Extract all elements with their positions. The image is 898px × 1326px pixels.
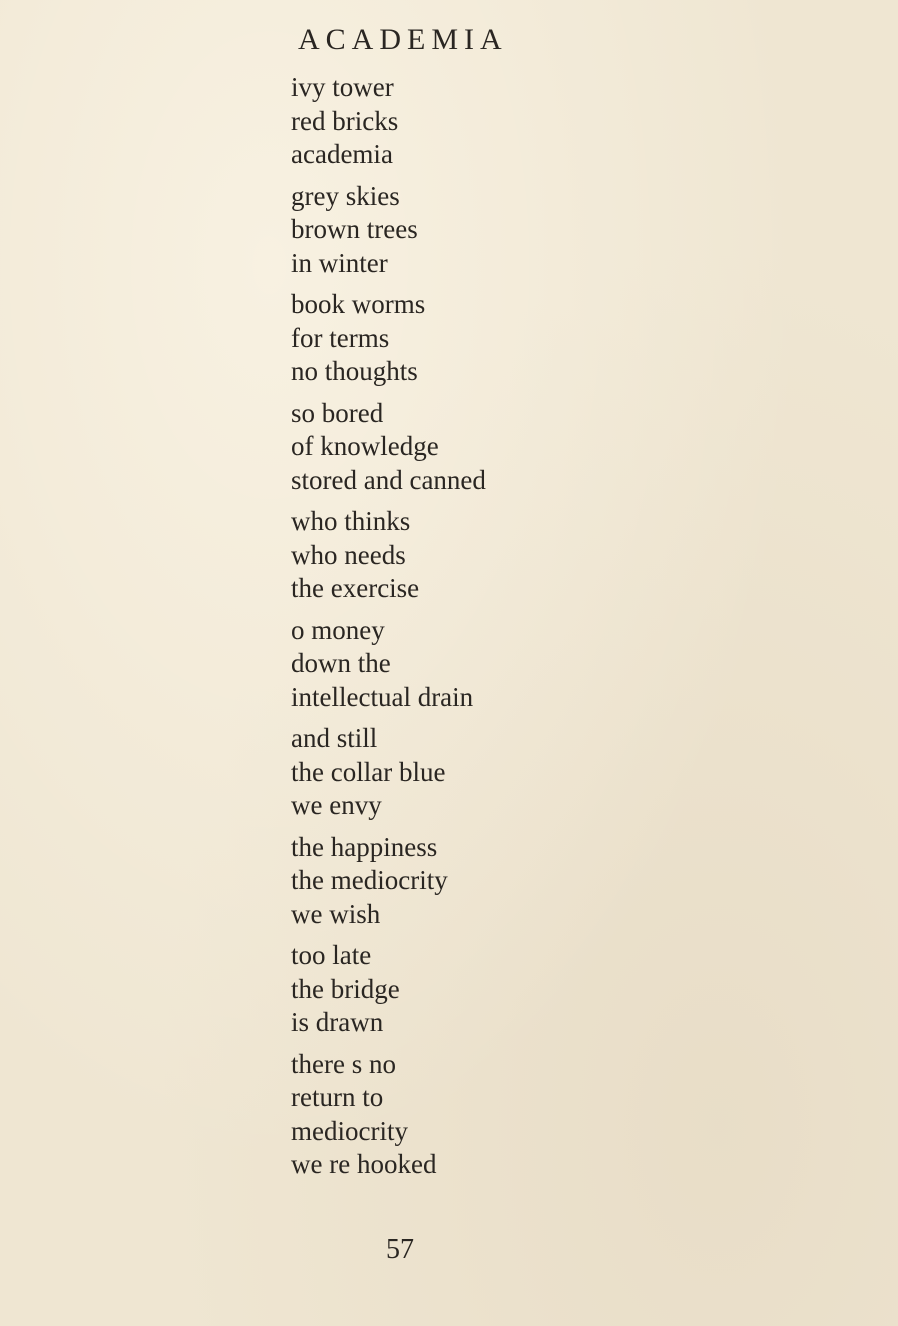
poem-line: return to [291, 1082, 384, 1112]
stanza-7 [291, 722, 651, 823]
poem-line: no thoughts [291, 356, 418, 386]
poem-title: ACADEMIA [298, 23, 508, 56]
poem-line: for terms [291, 322, 390, 353]
poem-line: we wish [291, 898, 381, 929]
stanza-1 [291, 71, 651, 172]
poem-line: so bored [291, 397, 384, 428]
stanza-6 [291, 614, 651, 715]
stanza-4 [291, 397, 651, 498]
stanza-9 [291, 939, 651, 1040]
poem-line: who thinks [291, 506, 411, 536]
stanza-5 [291, 505, 651, 606]
poem-line: the collar blue [291, 756, 446, 787]
poem-line: is drawn [291, 1007, 384, 1037]
poem-line: of knowledge [291, 431, 439, 461]
poem-line: book worms [291, 289, 426, 319]
poem-line: intellectual drain [291, 681, 474, 712]
poem-line: the mediocrity [291, 865, 448, 895]
poem-line: the happiness [291, 831, 438, 862]
poem-line: red bricks [291, 105, 399, 136]
stanza-3 [291, 288, 651, 389]
poem-line: there s no [291, 1048, 396, 1079]
poem-line: grey skies [291, 180, 400, 211]
poem-line: in winter [291, 247, 388, 278]
poem-line: brown trees [291, 214, 418, 244]
poem-line: academia [291, 139, 393, 169]
stanza-2 [291, 180, 651, 281]
poem-line: we envy [291, 790, 382, 820]
poem-line: ivy tower [291, 72, 394, 102]
poem-line: too late [291, 940, 372, 970]
poem-line: down the [291, 648, 391, 678]
stanza-10 [291, 1048, 651, 1182]
poem-line: stored and canned [291, 464, 486, 495]
poem-line: the bridge [291, 973, 400, 1004]
stanza-8 [291, 831, 651, 932]
page-number: 57 [386, 1234, 414, 1265]
poem-body [291, 71, 651, 1190]
poem-line: and still [291, 723, 378, 753]
poem-line: o money [291, 614, 385, 645]
poem-line: mediocrity [291, 1115, 408, 1146]
poem-line: the exercise [291, 573, 420, 603]
poem-line: we re hooked [291, 1149, 437, 1179]
poem-line: who needs [291, 539, 406, 570]
